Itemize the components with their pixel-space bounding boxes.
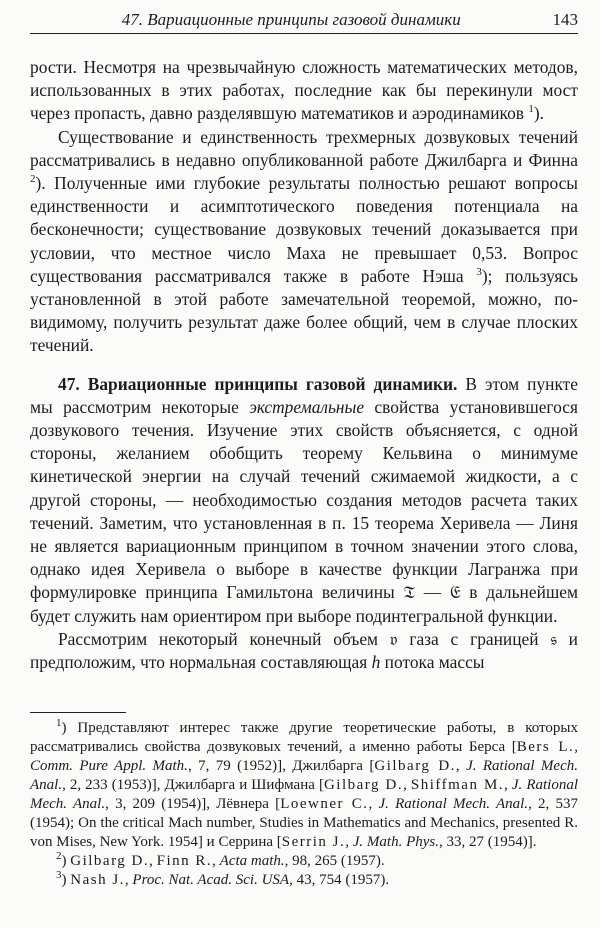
author: Gilbarg D. xyxy=(374,758,456,774)
page-number: 143 xyxy=(552,10,578,29)
text-run: потока массы xyxy=(380,652,485,673)
text-run: , xyxy=(504,777,512,793)
author: Gilbarg D. xyxy=(323,777,404,793)
journal: Comm. Pure Appl. Math. xyxy=(30,758,188,774)
text-run: ). Полученные ими глубокие результаты полностью решают вопросы единственности и асимптотического поведения потенциала на бесконечности; существование дозвуковых течений доказывается при условии, что местное число Маха не превышает 0,53. Вопрос существования рассматривался также в работе Нэша xyxy=(30,173,578,286)
footnote-number: 2 xyxy=(56,850,62,862)
text-run: ) Представляют интерес также другие теоретические работы, в которых рассматривались свойства дозвуковых течений, а именно работы Берса [ xyxy=(30,720,578,755)
text-run: , 33, 27 (1954)]. xyxy=(439,834,537,850)
text-run: , xyxy=(212,853,220,869)
text-run: ); пользуясь установленной в этой работе замечательной теоремой, можно, по-видимому, получить результат даже более общий, чем в случае плоских течений. xyxy=(30,265,578,356)
journal: J. Rational Mech. Anal. xyxy=(378,796,529,812)
footnote-ref-1: 1 xyxy=(528,103,534,116)
text-run: , 43, 754 (1957). xyxy=(289,872,390,888)
author: Finn R. xyxy=(156,853,213,869)
text-run: , xyxy=(455,758,467,774)
text-run: Существование и единственность трехмерных дозвуковых течений рассматривались в недавно опубликованной работе Джилбарга и Финна xyxy=(30,126,578,170)
math-variable: h xyxy=(371,652,381,673)
author: Shiffman M. xyxy=(410,777,505,793)
footnote-3 xyxy=(30,871,578,890)
text-run: , 2, 537 (1954); On the critical Mach number, Studies in Mathematics and Mechanics, presented R. von Mises, New York. 1954] и Серрина [ xyxy=(30,796,579,850)
section-47-paragraph xyxy=(30,373,578,628)
author: Nash J. xyxy=(70,872,125,888)
author: Bers L. xyxy=(516,739,575,755)
footnote-ref-2: 2 xyxy=(30,173,36,186)
page-header xyxy=(30,10,578,34)
text-run: рости. Несмотря на чрезвычайную сложность математических методов, использованных в этих работах, последние как бы перекинули мост через пропасть, давно разделявшую математиков и аэродинамиков xyxy=(30,57,578,124)
text-run: ) xyxy=(61,853,71,869)
text-run: , 7, 79 (1952)], Джилбарга [ xyxy=(187,758,375,774)
footnote-2 xyxy=(30,852,578,871)
text-run: , 2, 233 (1953)], Джилбарга и Шифмана [ xyxy=(62,777,324,793)
footnote-divider xyxy=(30,712,126,713)
text-run: ). xyxy=(533,103,544,124)
journal: Proc. Nat. Acad. Sci. USA xyxy=(132,872,290,888)
text-run: , xyxy=(149,853,157,869)
paragraph-1 xyxy=(30,56,578,126)
text-run: , xyxy=(124,872,133,888)
section-title: 47. Вариационные принципы газовой динамики. xyxy=(58,373,458,394)
author: Loewner C. xyxy=(280,796,369,812)
text-run: , 98, 265 (1957). xyxy=(284,853,385,869)
paragraph-4 xyxy=(30,628,578,674)
journal: Acta math. xyxy=(219,853,285,869)
footnotes xyxy=(30,719,578,890)
text-run: Рассмотрим некоторый конечный объем 𝔳 газа с границей 𝔰 и предположим, что нормальная составляющая xyxy=(30,628,578,673)
footnote-number: 3 xyxy=(56,869,62,881)
paragraph-2 xyxy=(30,126,578,358)
emphasis: экстремальные xyxy=(249,396,365,417)
running-title: 47. Вариационные принципы газовой динамики xyxy=(121,10,461,29)
text-run: , xyxy=(574,739,578,755)
text-run: В этом пункте мы рассмотрим некоторые xyxy=(30,373,578,417)
text-run: , xyxy=(368,796,379,812)
body-text xyxy=(30,56,578,674)
text-run: , xyxy=(345,834,353,850)
journal: J. Rational Mech. Anal. xyxy=(30,758,578,793)
journal: J. Math. Phys. xyxy=(352,834,439,850)
text-run: , xyxy=(403,777,411,793)
author: Serrin J. xyxy=(281,834,346,850)
footnote-number: 1 xyxy=(56,717,62,729)
text-run: свойства установившегося дозвукового течения. Изучение этих свойств объясняется, с одной стороны, желанием обобщить теорему Кельвина о минимуме кинетической энергии на случай течений сжимаемой жидкости, а с другой стороны, — необходимостью создания методов расчета таких течений. Заметим, что установленная в п. 15 теорема Херивела — Линя не является вариационным принципом в точном значении этого слова, однако идея Херивела о выборе в качестве функции Лагранжа при формулировке принципа Гамильтона величины 𝔗 — 𝔈 в дальнейшем будет служить нам ориентиром при выборе подинтегральной функции. xyxy=(30,396,578,626)
footnote-1 xyxy=(30,719,578,852)
author: Gilbarg D. xyxy=(70,853,150,869)
text-run: , 3, 209 (1954)], Лёвнера [ xyxy=(105,796,281,812)
text-run: ) xyxy=(61,872,71,888)
journal: J. Rational Mech. Anal. xyxy=(30,777,579,812)
footnote-ref-3: 3 xyxy=(476,266,482,279)
